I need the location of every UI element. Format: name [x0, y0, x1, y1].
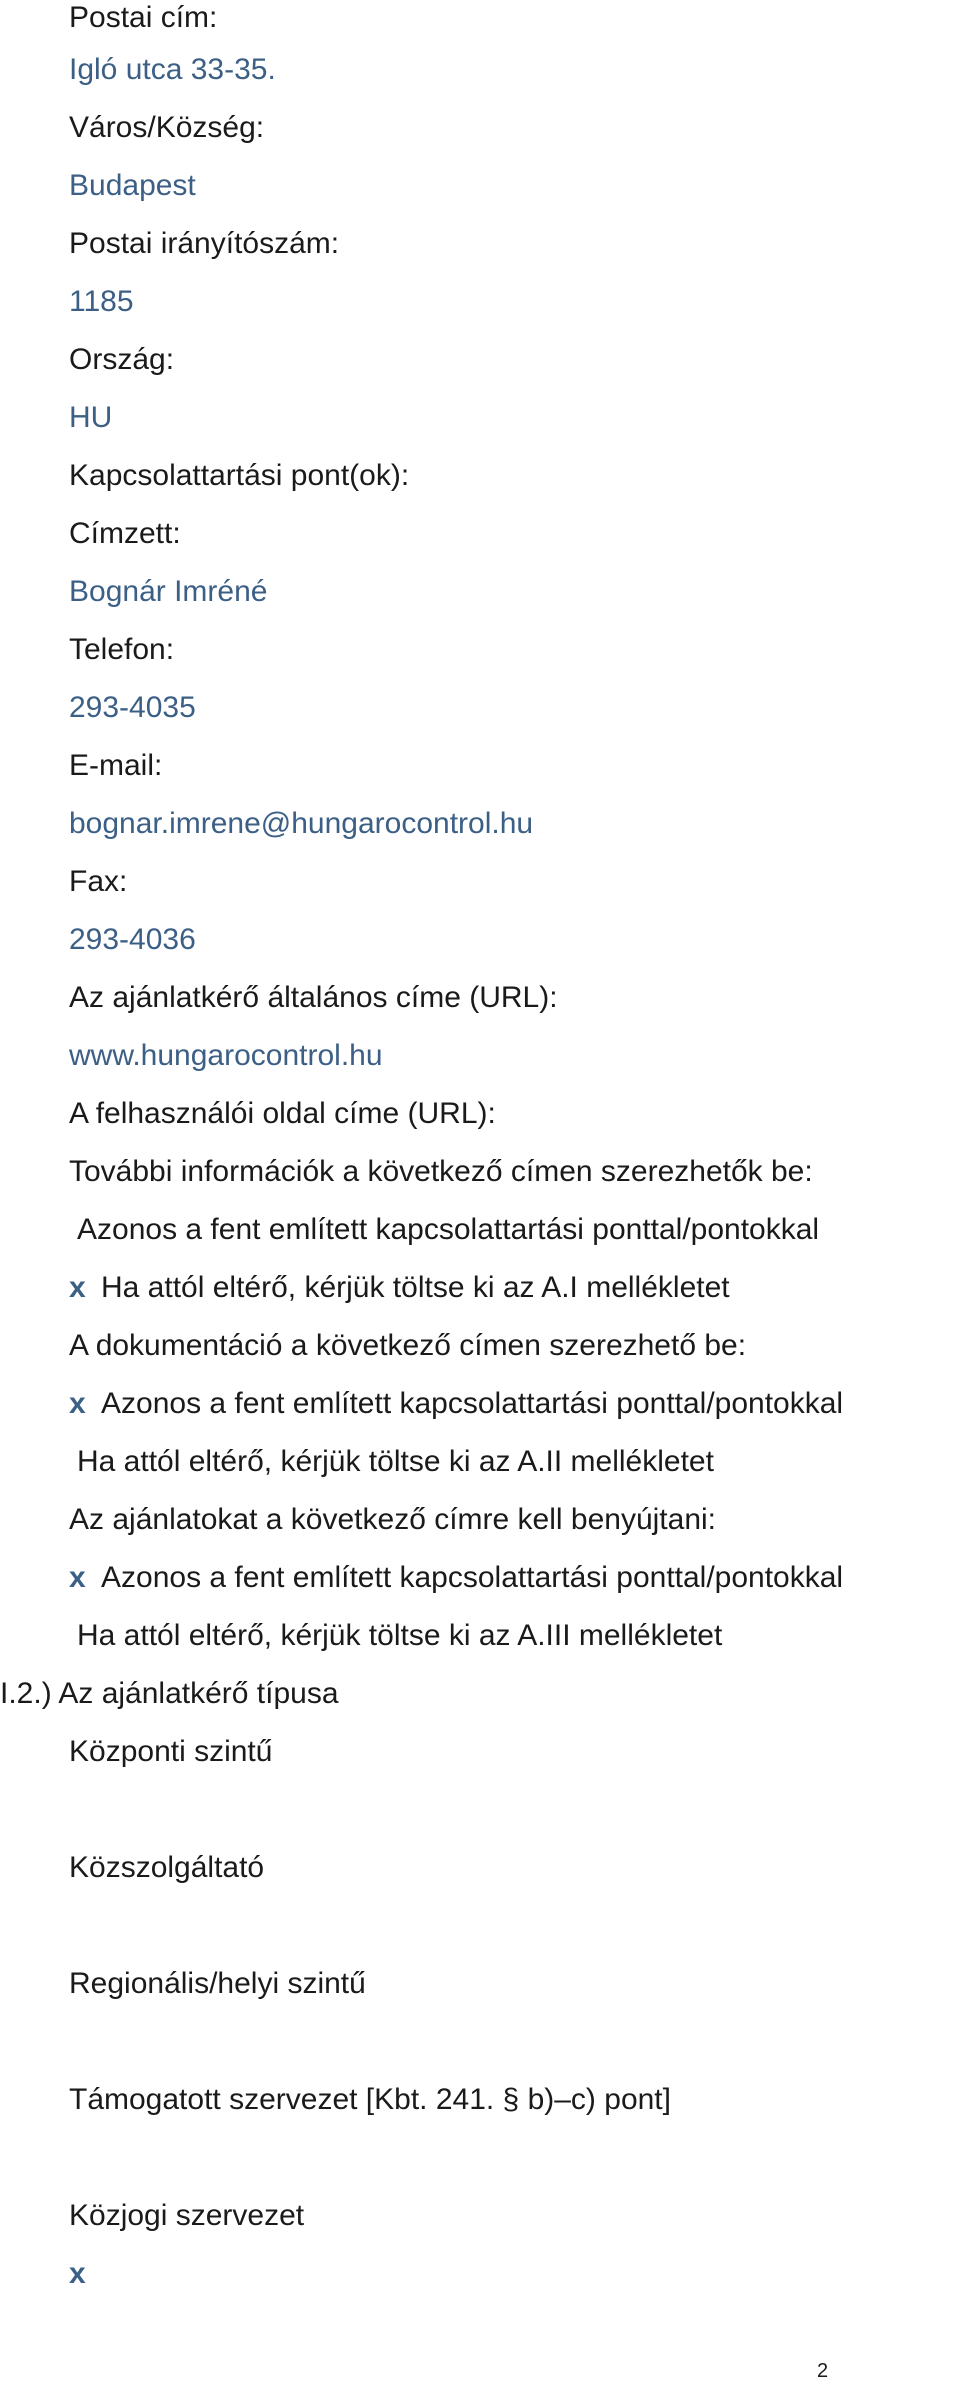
further-info-heading: További információk a következő címen szerezhetők be: [69, 1155, 813, 1188]
tenders-option-same-text: Azonos a fent említett kapcsolattartási ponttal/pontokkal [101, 1561, 844, 1594]
zip-label: Postai irányítószám: [69, 227, 340, 260]
selected-mark: x [69, 1271, 86, 1304]
tenders-heading: Az ajánlatokat a következő címre kell benyújtani: [69, 1503, 717, 1536]
tenders-option-same [69, 1558, 843, 1598]
tenders-option-other: Ha attól eltérő, kérjük töltse ki az A.III mellékletet [77, 1619, 723, 1652]
authority-type-public-service: Közszolgáltató [69, 1851, 265, 1884]
further-info-option-other [69, 1268, 730, 1308]
zip-value: 1185 [69, 285, 134, 318]
general-url-label: Az ajánlatkérő általános címe (URL): [69, 981, 558, 1014]
phone-label: Telefon: [69, 633, 175, 666]
city-value: Budapest [69, 169, 196, 202]
further-info-option-other-text: Ha attól eltérő, kérjük töltse ki az A.I mellékletet [101, 1271, 730, 1304]
authority-type-public-law-body: Közjogi szervezet [69, 2199, 305, 2232]
email-value[interactable]: bognar.imrene@hungarocontrol.hu [69, 807, 534, 840]
authority-type-central: Központi szintű [69, 1735, 273, 1768]
further-info-option-same: Azonos a fent említett kapcsolattartási ponttal/pontokkal [77, 1213, 820, 1246]
postal-address-label: Postai cím: [69, 1, 218, 34]
city-label: Város/Község: [69, 111, 265, 144]
postal-address-value: Igló utca 33-35. [69, 53, 276, 86]
selected-mark: x [69, 1561, 86, 1594]
country-value: HU [69, 401, 113, 434]
recipient-value: Bognár Imréné [69, 575, 268, 608]
selected-mark: x [69, 1387, 86, 1420]
selected-mark [69, 2254, 101, 2294]
fax-label: Fax: [69, 865, 128, 898]
country-label: Ország: [69, 343, 175, 376]
documents-option-other: Ha attól eltérő, kérjük töltse ki az A.II mellékletet [77, 1445, 714, 1478]
documents-option-same-text: Azonos a fent említett kapcsolattartási ponttal/pontokkal [101, 1387, 844, 1420]
contact-points-label: Kapcsolattartási pont(ok): [69, 459, 410, 492]
authority-type-supported-org: Támogatott szervezet [Kbt. 241. § b)–c) pont] [69, 2083, 671, 2116]
authority-type-regional: Regionális/helyi szintű [69, 1967, 366, 2000]
recipient-label: Címzett: [69, 517, 181, 550]
buyer-profile-label: A felhasználói oldal címe (URL): [69, 1097, 496, 1130]
public-law-body-mark: x [69, 2257, 86, 2290]
documents-option-same [69, 1384, 843, 1424]
fax-value: 293-4036 [69, 923, 196, 956]
phone-value: 293-4035 [69, 691, 196, 724]
page-number: 2 [817, 2360, 829, 2382]
email-label: E-mail: [69, 749, 163, 782]
documents-heading: A dokumentáció a következő címen szerezhető be: [69, 1329, 747, 1362]
general-url-value[interactable]: www.hungarocontrol.hu [69, 1039, 383, 1072]
authority-type-section-title: I.2.) Az ajánlatkérő típusa [0, 1677, 339, 1710]
